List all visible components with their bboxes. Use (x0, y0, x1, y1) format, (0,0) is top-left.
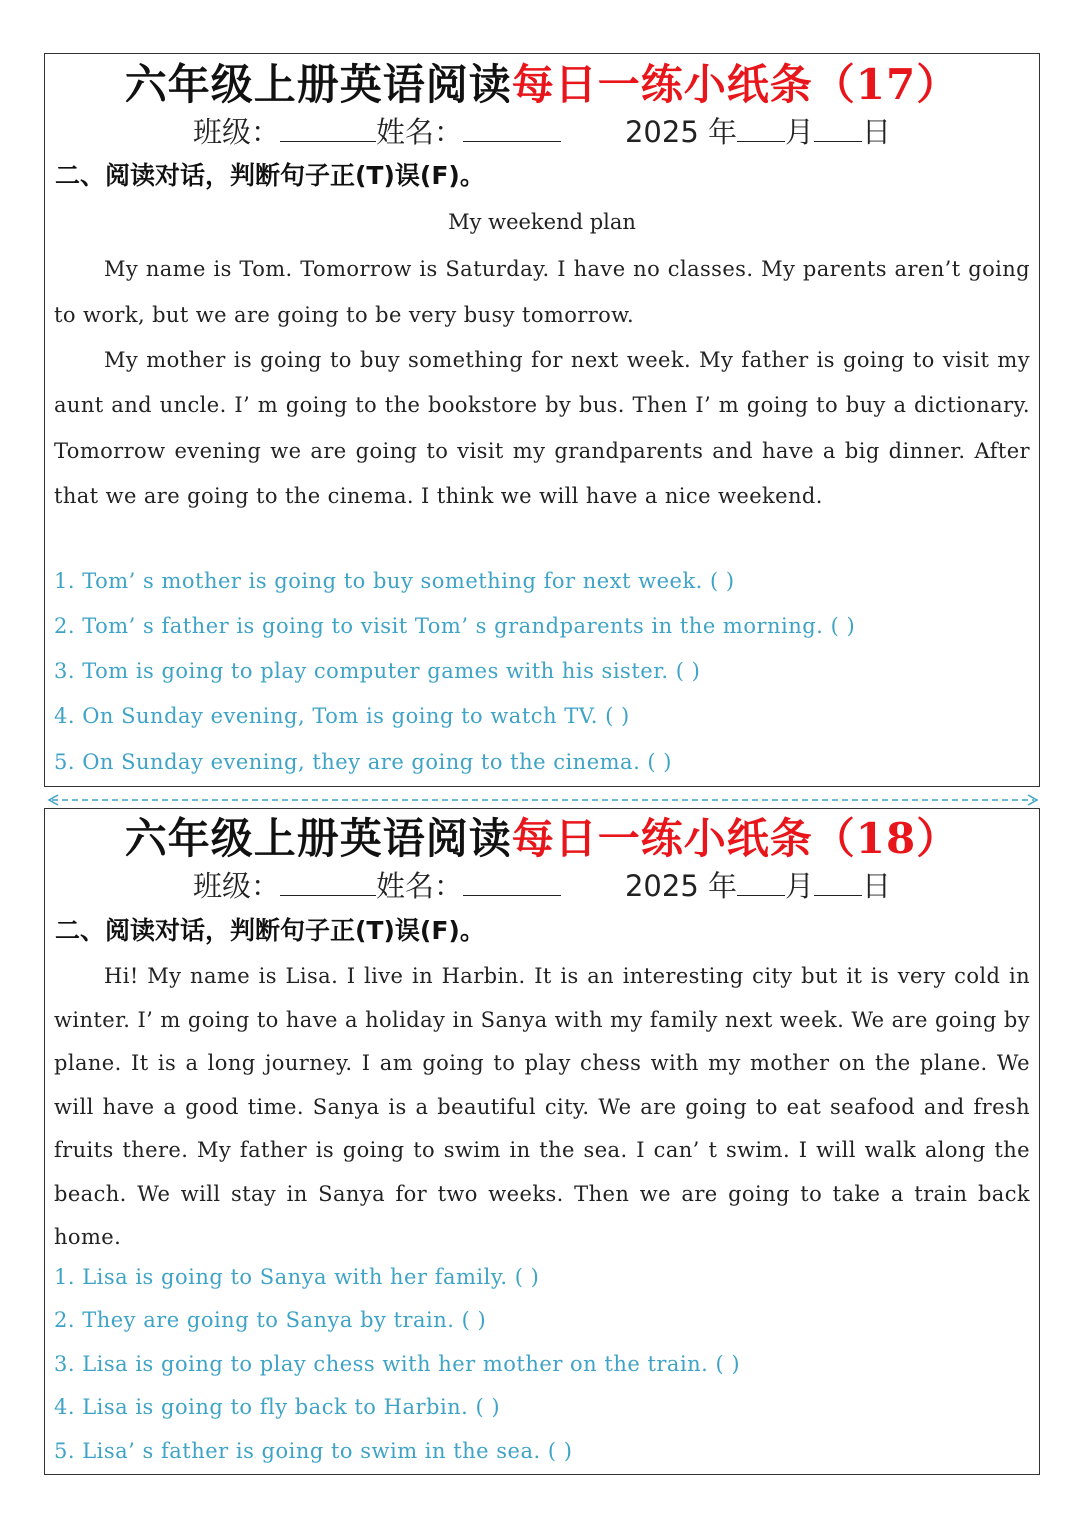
question-item: 1. Lisa is going to Sanya with her family. ( ) (54, 1265, 540, 1289)
section-instruction: 二、阅读对话，判断句子正(T)误(F)。 (55, 161, 485, 190)
class-label: 班级： (192, 869, 280, 903)
passage-paragraph-1: My name is Tom. Tomorrow is Saturday. I have no classes. My parents aren’t going to work, but we are going to be very busy tomorrow. (54, 257, 1030, 327)
question-item: 4. Lisa is going to fly back to Harbin. ( ) (54, 1395, 501, 1419)
day-label: 日 (862, 869, 892, 903)
month-blank[interactable] (737, 117, 785, 142)
cut-line-divider (46, 793, 1040, 807)
exercise-sheet-18 (44, 808, 1040, 1475)
question-item: 2. Tom’ s father is going to visit Tom’ s grandparents in the morning. ( ) (54, 614, 856, 638)
title-number: 每日一练小纸条（18） (511, 814, 960, 863)
name-label: 姓名： (375, 115, 463, 149)
year-label: 2025 年 (624, 115, 738, 149)
question-item: 3. Tom is going to play computer games with his sister. ( ) (54, 659, 701, 683)
passage-title: My weekend plan (448, 210, 636, 234)
question-item: 3. Lisa is going to play chess with her mother on the train. ( ) (54, 1352, 741, 1376)
month-blank[interactable] (737, 871, 785, 896)
name-blank[interactable] (463, 871, 561, 896)
title-main: 六年级上册英语阅读 (124, 814, 512, 863)
name-label: 姓名： (375, 869, 463, 903)
class-blank[interactable] (280, 871, 376, 896)
month-label: 月 (785, 115, 815, 149)
question-item: 1. Tom’ s mother is going to buy something for next week. ( ) (54, 569, 735, 593)
student-info-line (45, 114, 1039, 150)
class-blank[interactable] (280, 117, 376, 142)
year-label: 2025 年 (624, 869, 738, 903)
sheet-title (45, 813, 1039, 865)
title-number: 每日一练小纸条（17） (511, 60, 960, 109)
day-blank[interactable] (814, 117, 862, 142)
day-label: 日 (862, 115, 892, 149)
name-blank[interactable] (463, 117, 561, 142)
month-label: 月 (785, 869, 815, 903)
passage-paragraph-1: Hi! My name is Lisa. I live in Harbin. It is an interesting city but it is very cold in winter. I’ m going to have a holiday in Sanya with my family next week. We are going by plane. It is a long journey. I am going to play chess with my mother on the plane. We will have a good time. Sanya is a beautiful city. We are going to eat seafood and fresh fruits there. My father is going to swim in the sea. I can’ t swim. I will walk along the beach. We will stay in Sanya for two weeks. Then we are going to take a train back home. (54, 964, 1030, 1249)
question-item: 5. Lisa’ s father is going to swim in the sea. ( ) (54, 1439, 573, 1463)
section-instruction: 二、阅读对话，判断句子正(T)误(F)。 (55, 916, 485, 945)
exercise-sheet-17 (44, 53, 1040, 787)
question-item: 4. On Sunday evening, Tom is going to watch TV. ( ) (54, 704, 630, 728)
question-item: 2. They are going to Sanya by train. ( ) (54, 1308, 487, 1332)
sheet-title (45, 59, 1039, 111)
passage-paragraph-2: My mother is going to buy something for next week. My father is going to visit my aunt and uncle. I’ m going to the bookstore by bus. Then I’ m going to buy a dictionary. Tomorrow evening we are going to visit my grandparents and have a big dinner. After that we are going to the cinema. I think we will have a nice weekend. (54, 348, 1030, 508)
title-main: 六年级上册英语阅读 (124, 60, 512, 109)
student-info-line (45, 868, 1039, 904)
class-label: 班级： (192, 115, 280, 149)
day-blank[interactable] (814, 871, 862, 896)
question-item: 5. On Sunday evening, they are going to the cinema. ( ) (54, 750, 672, 774)
